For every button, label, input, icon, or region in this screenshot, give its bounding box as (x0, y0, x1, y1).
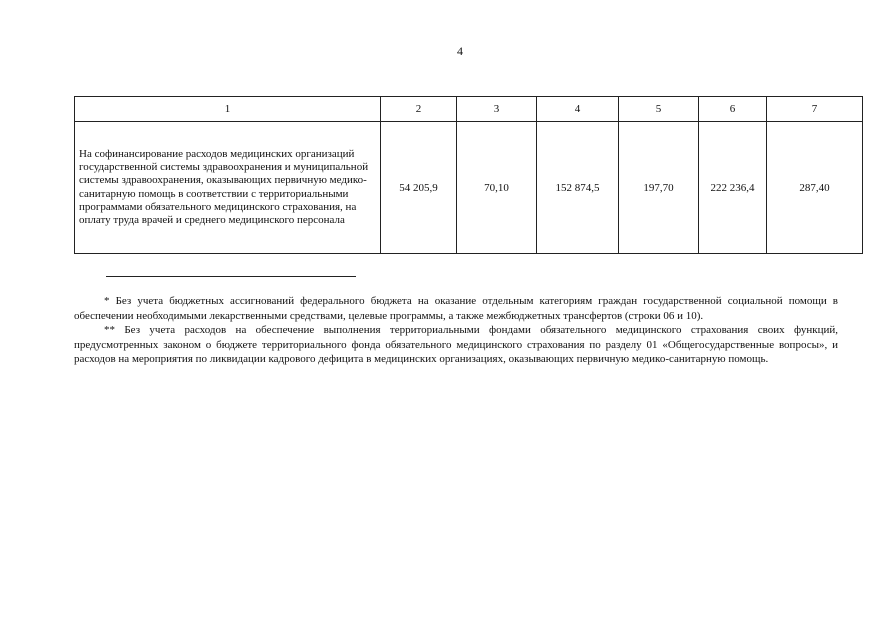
column-header: 5 (619, 97, 699, 122)
table-cell: 70,10 (457, 122, 537, 254)
table-cell: 197,70 (619, 122, 699, 254)
table-cell: 54 205,9 (381, 122, 457, 254)
data-table (74, 96, 863, 254)
column-header: 7 (767, 97, 863, 122)
row-description: На софинансирование расходов медицинских организаций государственной системы здравоохранения и муниципальной системы здравоохранения, оказывающих первичную медико-санитарную помощь в соответствии с территориальными программами обязательного медицинского страхования, на оплату труда врачей и среднего медицинского персонала (75, 122, 381, 254)
page-number: 4 (457, 44, 463, 58)
footnote-2: ** Без учета расходов на обеспечение выполнения территориальными фондами обязательного медицинского страхования своих функций, предусмотренных законом о бюджете территориального фонда обязательного медицинского страхования по разделу 01 «Общегосударственные вопросы», и расходов на мероприятия по ликвидации кадрового дефицита в медицинских организациях, оказывающих первичную медико-санитарную помощь. (74, 324, 838, 366)
table-cell: 152 874,5 (537, 122, 619, 254)
table-header-row (75, 97, 863, 122)
column-header: 6 (699, 97, 767, 122)
column-header: 2 (381, 97, 457, 122)
footnotes (74, 294, 838, 367)
table-row (75, 122, 863, 254)
footnote-1: * Без учета бюджетных ассигнований федерального бюджета на оказание отдельным категориям граждан государственной социальной помощи в обеспечении необходимыми лекарственными средствами, целевые программы, а также межбюджетных трансфертов (строки 06 и 10). (74, 295, 838, 322)
column-header: 1 (75, 97, 381, 122)
table-cell: 287,40 (767, 122, 863, 254)
table-cell: 222 236,4 (699, 122, 767, 254)
column-header: 3 (457, 97, 537, 122)
column-header: 4 (537, 97, 619, 122)
footnote-separator (106, 276, 356, 277)
